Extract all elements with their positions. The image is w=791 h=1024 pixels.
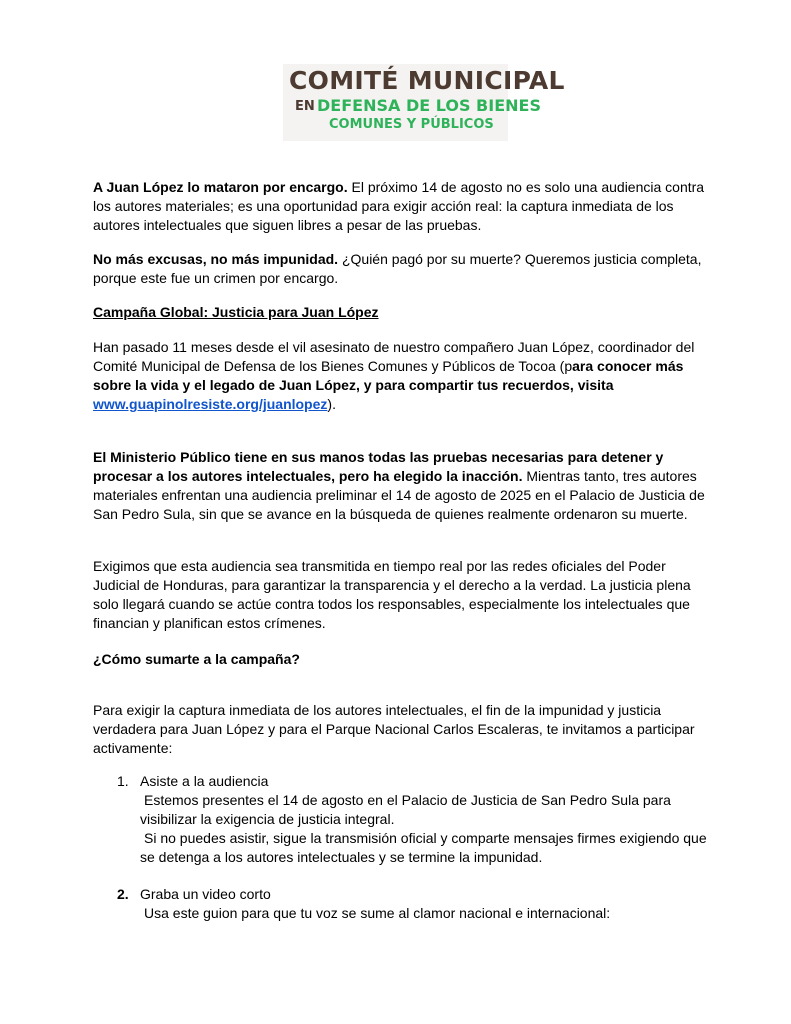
how-to-join-heading: ¿Cómo sumarte a la campaña?	[93, 651, 300, 667]
paragraph-no-impunity	[93, 250, 713, 288]
eleven-months-end: ).	[327, 396, 336, 412]
no-impunity-text: ¿Quién pagó por su muerte? Queremos justicia completa, porque este fue un crimen por encargo.	[93, 251, 702, 286]
committee-logo	[283, 64, 565, 141]
list-item-detail: Si no puedes asistir, sigue la transmisión oficial y comparte mensajes firmes exigiendo que se detenga a los autores intelectuales y se termine la impunidad.	[140, 830, 707, 865]
paragraph-invitation: Para exigir la captura inmediata de los autores intelectuales, el fin de la impunidad y justicia verdadera para Juan López y para el Parque Nacional Carlos Escaleras, te invitamos a participar activamente:	[93, 702, 695, 756]
ministerio-text: Mientras tanto, tres autores materiales enfrentan una audiencia preliminar el 14 de agosto de 2025 en el Palacio de Justicia de San Pedro Sula, sin que se avance en la búsqueda de quienes realmente ordenaron su muerte.	[93, 468, 705, 522]
list-item-title: Graba un video corto	[140, 886, 271, 902]
paragraph-eleven-months	[93, 338, 713, 414]
list-number: 1.	[117, 773, 129, 789]
logo-en: EN	[295, 99, 315, 114]
intro-text: El próximo 14 de agosto no es solo una audiencia contra los autores materiales; es una oportunidad para exigir acción real: la captura inmediata de los autores intelectuales que siguen libres a pesar de las pruebas.	[93, 179, 705, 233]
list-item-title: Asiste a la audiencia	[140, 773, 269, 789]
paragraph-transmision: Exigimos que esta audiencia sea transmitida en tiempo real por las redes oficiales del Poder Judicial de Honduras, para garantizar la transparencia y el derecho a la verdad. La justicia plena solo llegará cuando se actúe contra todos los responsables, especialmente los intelectuales que financian y planifican estos crímenes.	[93, 558, 691, 631]
logo-line-1: COMITÉ MUNICIPAL	[289, 66, 565, 95]
campaign-heading	[93, 303, 713, 322]
logo-line-3: COMUNES Y PÚBLICOS	[329, 117, 494, 132]
ministerio-bold: El Ministerio Público tiene en sus manos todas las pruebas necesarias para detener y procesar a los autores intelectuales, pero ha elegido la inacción.	[93, 449, 664, 484]
list-item-detail: Estemos presentes el 14 de agosto en el Palacio de Justicia de San Pedro Sula para visibilizar la exigencia de justicia integral.	[140, 792, 671, 827]
eleven-months-bold: ara conocer más sobre la vida y el legado de Juan López, y para compartir tus recuerdos, visita	[93, 358, 684, 393]
logo-line-2: DEFENSA DE LOS BIENES	[317, 96, 541, 115]
no-impunity-bold: No más excusas, no más impunidad.	[93, 251, 339, 267]
list-item-detail: Usa este guion para que tu voz se sume al clamor nacional e internacional:	[144, 905, 611, 921]
eleven-months-text: Han pasado 11 meses desde el vil asesinato de nuestro compañero Juan López, coordinador del Comité Municipal de Defensa de los Bienes Comunes y Públicos de Tocoa (p	[93, 339, 695, 374]
paragraph-intro	[93, 178, 713, 235]
paragraph-ministerio	[93, 448, 713, 524]
campaign-heading-text: Campaña Global: Justicia para Juan López	[93, 304, 379, 320]
intro-bold: A Juan López lo mataron por encargo.	[93, 179, 348, 195]
juanlopez-link[interactable]: www.guapinolresiste.org/juanlopez	[93, 396, 328, 412]
list-number: 2.	[117, 886, 129, 902]
